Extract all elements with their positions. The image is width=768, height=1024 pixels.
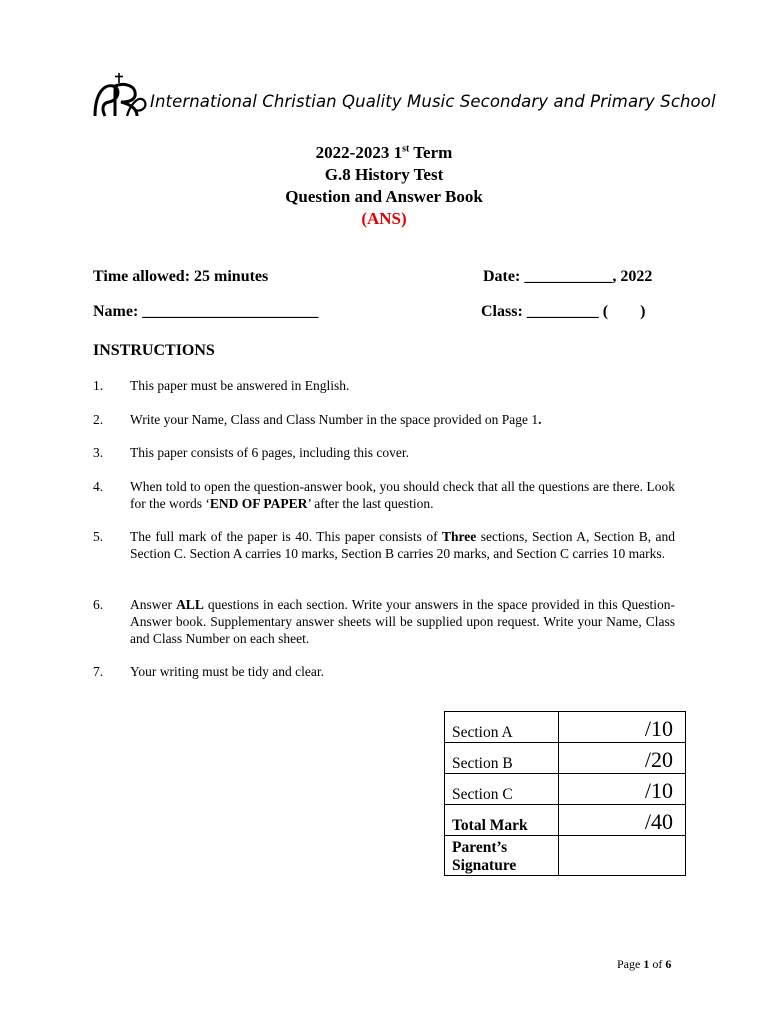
ans-label: (ANS) (361, 209, 407, 228)
instruction-text: Write your Name, Class and Class Number in the space provided on Page 1. (130, 412, 542, 427)
score-label: Section B (445, 743, 559, 774)
cross-monogram-logo (91, 72, 147, 118)
instruction-item (93, 444, 675, 461)
book-title: Question and Answer Book (285, 187, 483, 206)
score-label: Section A (445, 712, 559, 743)
score-label: Section C (445, 774, 559, 805)
instruction-number: 3. (93, 445, 104, 460)
instruction-number: 1. (93, 378, 104, 393)
time-allowed: Time allowed: 25 minutes (93, 268, 269, 285)
score-label: Total Mark (445, 805, 559, 836)
instruction-text: Answer ALL questions in each section. Write your answers in the space provided in this Question-Answer book. Supplementary answer sheets will be supplied upon request. Write your Name, Class and Class Number on each sheet. (130, 597, 675, 646)
instruction-number: 2. (93, 412, 104, 427)
instruction-number: 6. (93, 597, 104, 612)
score-row (445, 774, 686, 805)
instruction-item (93, 478, 675, 512)
score-row (445, 805, 686, 836)
class-field: Class: _________ ( ) (481, 303, 646, 320)
score-row (445, 712, 686, 743)
name-field: Name: ______________________ (93, 303, 319, 320)
title-block (0, 142, 768, 230)
instruction-text: The full mark of the paper is 40. This paper consists of Three sections, Section A, Section B, and Section C. Section A carries 10 marks, Section B carries 20 marks, and Section C carries 10 marks. (130, 529, 675, 561)
instruction-number: 7. (93, 664, 104, 679)
test-title: G.8 History Test (324, 165, 444, 184)
instruction-item (93, 377, 675, 394)
score-value: /20 (559, 743, 686, 774)
score-table (444, 711, 686, 876)
instruction-text: Your writing must be tidy and clear. (130, 664, 324, 679)
instruction-text: This paper must be answered in English. (130, 378, 350, 393)
instruction-number: 4. (93, 479, 104, 494)
score-value: /40 (559, 805, 686, 836)
instruction-item (93, 411, 675, 428)
date-field: Date: ___________, 2022 (483, 268, 653, 285)
instruction-number: 5. (93, 529, 104, 544)
instructions-heading: INSTRUCTIONS (93, 342, 215, 359)
score-row (445, 836, 686, 876)
school-name: International Christian Quality Music Secondary and Primary School (150, 92, 716, 111)
signature-cell[interactable] (559, 836, 686, 876)
score-value: /10 (559, 712, 686, 743)
page-number: Page 1 of 6 (617, 957, 672, 971)
instruction-text: This paper consists of 6 pages, including this cover. (130, 445, 409, 460)
term-title: 2022-2023 1st Term (315, 143, 453, 162)
score-row (445, 743, 686, 774)
score-label: Parent’s Signature (445, 836, 559, 876)
instruction-item (93, 528, 675, 562)
instruction-item (93, 596, 675, 647)
instruction-text: When told to open the question-answer book, you should check that all the questions are there. Look for the words ‘END OF PAPER’ after the last question. (130, 479, 675, 511)
score-value: /10 (559, 774, 686, 805)
instruction-item (93, 663, 675, 680)
